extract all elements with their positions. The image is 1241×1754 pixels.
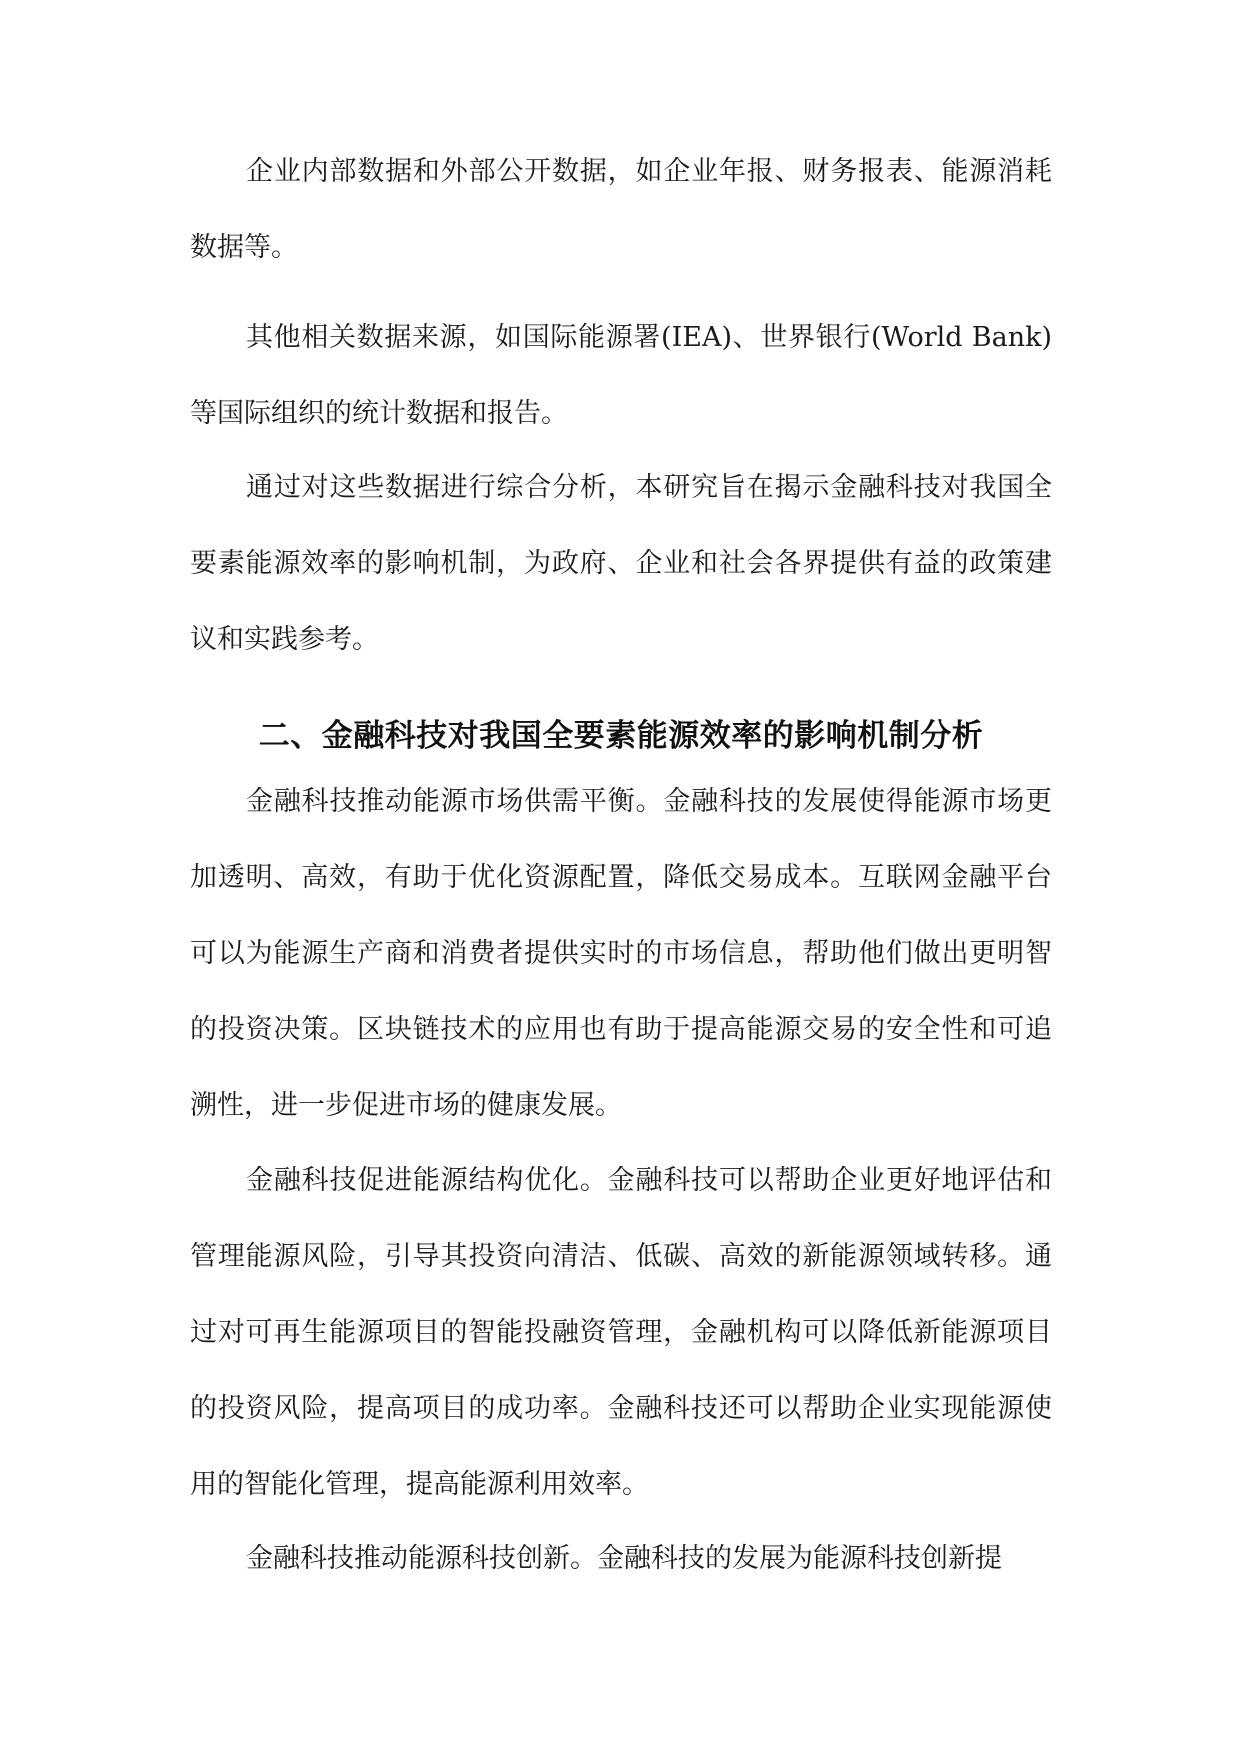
paragraph-data-sources-internal: 企业内部数据和外部公开数据，如企业年报、财务报表、能源消耗数据等。	[190, 156, 1052, 263]
paragraph-market-balance: 金融科技推动能源市场供需平衡。金融科技的发展使得能源市场更加透明、高效，有助于优化资源配置，降低交易成本。互联网金融平台可以为能源生产商和消费者提供实时的市场信息，帮助他们做出更明智的投资决策。区块链技术的应用也有助于提高能源交易的安全性和可追溯性，进一步促进市场的健康发展。	[190, 786, 1052, 1121]
paragraph-data-sources-international: 其他相关数据来源，如国际能源署(IEA)、世界银行(World Bank)等国际组织的统计数据和报告。	[190, 322, 1052, 429]
paragraph-research-purpose: 通过对这些数据进行综合分析，本研究旨在揭示金融科技对我国全要素能源效率的影响机制，为政府、企业和社会各界提供有益的政策建议和实践参考。	[190, 472, 1052, 655]
section-heading: 二、金融科技对我国全要素能源效率的影响机制分析	[258, 718, 984, 754]
paragraph-structure-optimization: 金融科技促进能源结构优化。金融科技可以帮助企业更好地评估和管理能源风险，引导其投资向清洁、低碳、高效的新能源领域转移。通过对可再生能源项目的智能投融资管理，金融机构可以降低新能源项目的投资风险，提高项目的成功率。金融科技还可以帮助企业实现能源使用的智能化管理，提高能源利用效率。	[190, 1165, 1052, 1500]
paragraph-tech-innovation: 金融科技推动能源科技创新。金融科技的发展为能源科技创新提	[246, 1543, 1002, 1574]
